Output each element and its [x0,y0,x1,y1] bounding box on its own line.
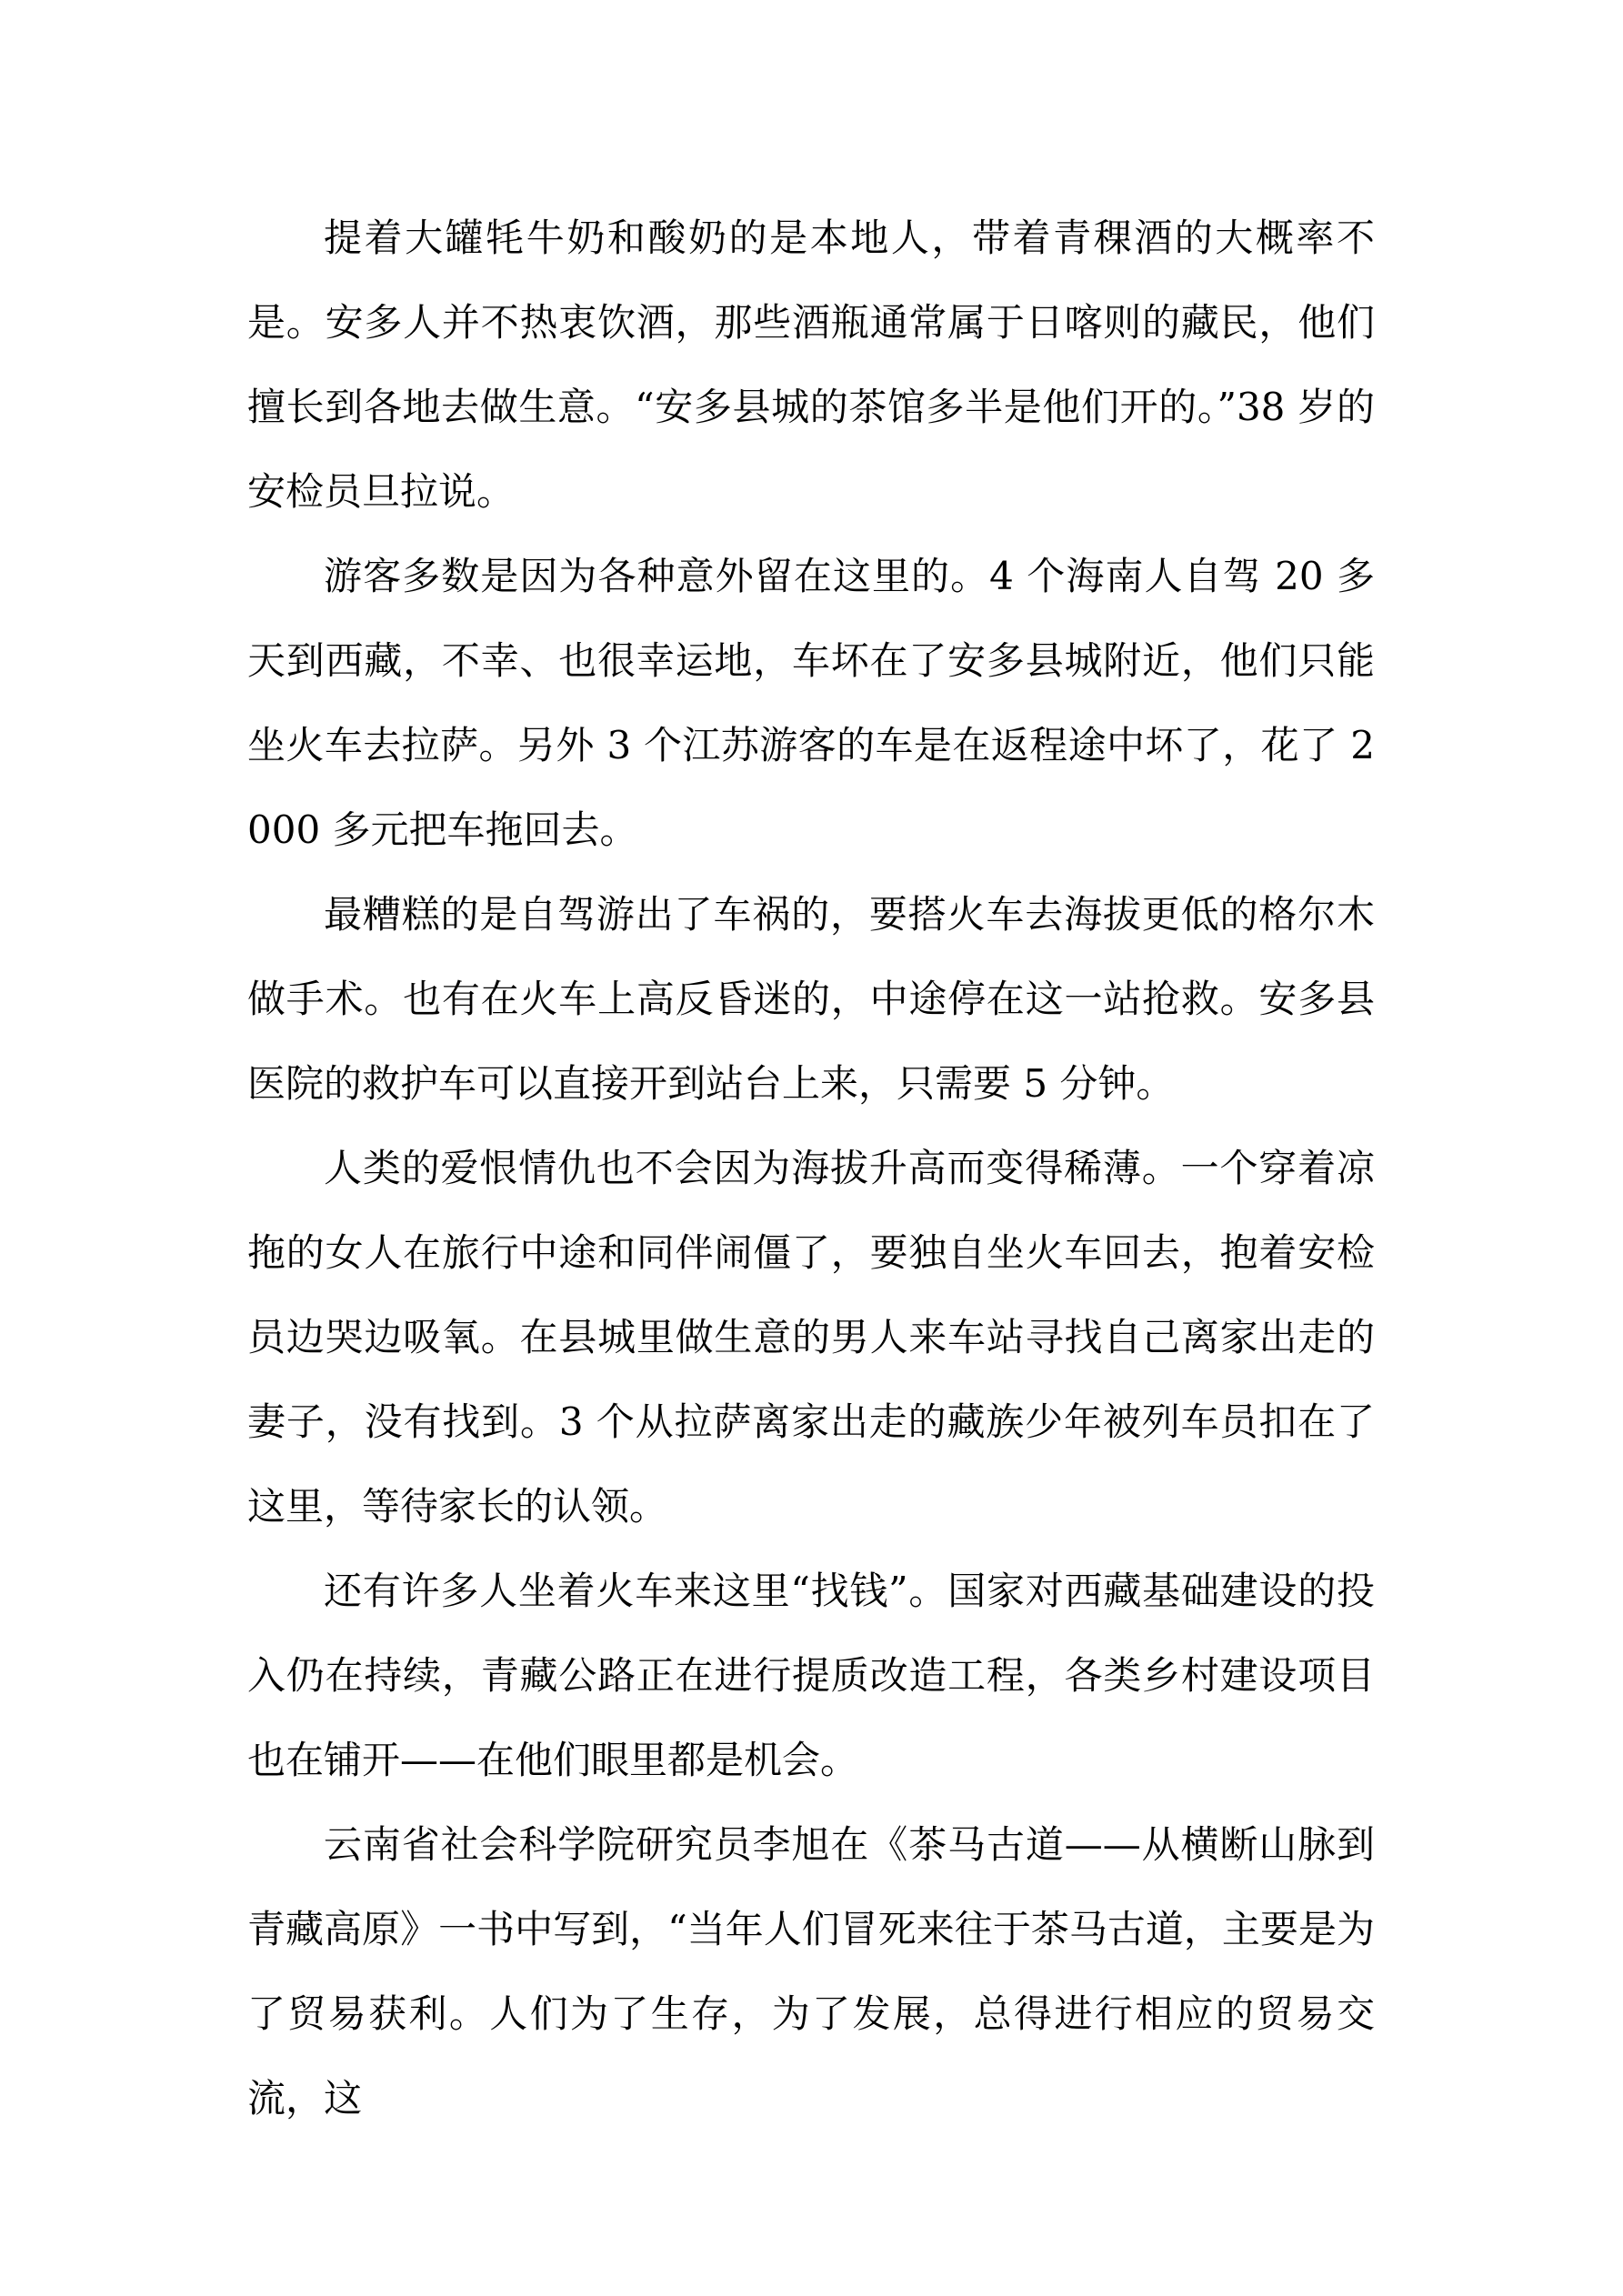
document-body [247,196,1375,2141]
paragraph: 提着大罐牦牛奶和酸奶的是本地人，带着青稞酒的大概率不是。安多人并不热衷饮酒，那些酒瓶通常属于日喀则的藏民，他们擅长到各地去做生意。“安多县城的茶馆多半是他们开的。”38 岁的安检员旦拉说。 [247,216,1375,514]
paragraph: 人类的爱恨情仇也不会因为海拔升高而变得稀薄。一个穿着凉拖的女人在旅行中途和同伴闹僵了，要独自坐火车回去，抱着安检员边哭边吸氧。在县城里做生意的男人来车站寻找自己离家出走的妻子，没有找到。3 个从拉萨离家出走的藏族少年被列车员扣在了这里，等待家长的认领。 [247,1146,1375,1529]
paragraph: 游客多数是因为各种意外留在这里的。4 个海南人自驾 20 多天到西藏，不幸、也很幸运地，车坏在了安多县城附近，他们只能坐火车去拉萨。另外 3 个江苏游客的车是在返程途中坏了，花了 2000 多元把车拖回去。 [247,554,1375,852]
paragraph: 云南省社会科学院研究员李旭在《茶马古道——从横断山脉到青藏高原》一书中写到，“当年人们冒死来往于茶马古道，主要是为了贸易获利。人们为了生存，为了发展，总得进行相应的贸易交流，这 [247,1822,1375,2121]
paragraph: 最糟糕的是自驾游出了车祸的，要搭火车去海拔更低的格尔木做手术。也有在火车上高反昏迷的，中途停在这一站抢救。安多县医院的救护车可以直接开到站台上来，只需要 5 分钟。 [247,892,1375,1106]
paragraph: 还有许多人坐着火车来这里“找钱”。国家对西藏基础建设的投入仍在持续，青藏公路正在进行提质改造工程，各类乡村建设项目也在铺开——在他们眼里都是机会。 [247,1569,1375,1782]
